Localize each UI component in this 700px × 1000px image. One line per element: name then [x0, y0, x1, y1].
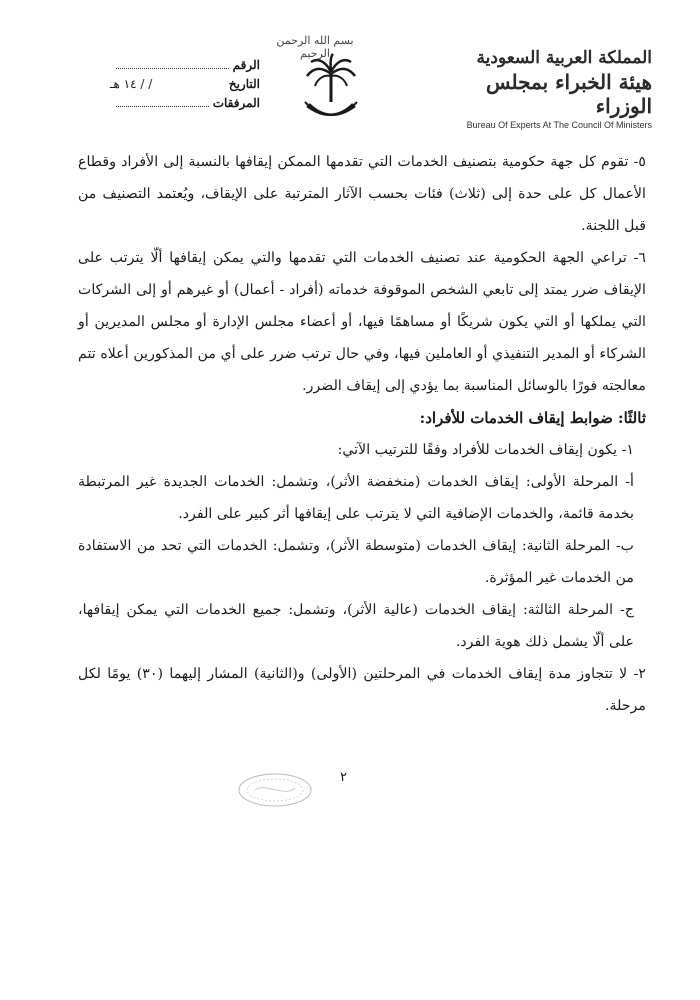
attachments-label: المرفقات — [212, 96, 260, 110]
seal-icon — [235, 770, 315, 810]
reference-fields — [110, 58, 260, 115]
date-label: التاريخ — [228, 77, 260, 91]
number-field-line — [116, 68, 229, 69]
document-body — [78, 146, 646, 722]
bureau-name: هيئة الخبراء بمجلس الوزراء — [485, 70, 652, 118]
stage-a: أ- المرحلة الأولى: إيقاف الخدمات (منخفضة الأثر)، وتشمل: الخدمات الجديدة غير المرتبطة بخدمة قائمة، والخدمات الإضافية التي لا يترتب على إيقافها أثر كبير على الفرد. — [78, 474, 634, 522]
stage-c: ج- المرحلة الثالثة: إيقاف الخدمات (عالية الأثر)، وتشمل: جميع الخدمات التي يمكن إيقافها، على ألّا يشمل ذلك هوية الفرد. — [78, 602, 634, 650]
section-3-title: ثالثًا: ضوابط إيقاف الخدمات للأفراد: — [419, 409, 646, 427]
item-5: ٥- تقوم كل جهة حكومية بتصنيف الخدمات التي تقدمها الممكن إيقافها بالنسبة إلى الأفراد وقطاع الأعمال كل على حدة إلى (ثلاث) فئات بحسب الآثار المترتبة على الإيقاف، ويُعتمد التصنيف من قبل اللجنة. — [78, 154, 646, 234]
basmala: بسم الله الرحمن الرحيم — [276, 34, 354, 60]
date-row — [110, 77, 260, 96]
saudi-emblem-icon — [303, 52, 359, 122]
kingdom-name: المملكة العربية السعودية — [476, 48, 652, 68]
attachments-field-line — [116, 106, 209, 107]
stage-b: ب- المرحلة الثانية: إيقاف الخدمات (متوسطة الأثر)، وتشمل: الخدمات التي تحد من الاستفادة من الخدمات غير المؤثرة. — [78, 538, 634, 586]
section-3-item-1: ١- يكون إيقاف الخدمات للأفراد وفقًا للترتيب الآتي: — [337, 442, 634, 458]
bureau-name-english: Bureau Of Experts At The Council Of Ministers — [466, 120, 652, 130]
item-6: ٦- تراعي الجهة الحكومية عند تصنيف الخدمات التي تقدمها والتي يمكن إيقافها ألّا يترتب على الإيقاف ضرر يمتد إلى تابعي الشخص الموقوفة خدماته (أفراد - أعمال) أو غيرهم أو إلى الشركات التي يملكها أو التي يكون شريكًا أو مساهمًا فيها، أو أعضاء مجلس الإدارة أو مجلس المديرين أو الشركاء أو المدير التنفيذي أو العاملين فيها، وفي حال ترتب ضرر على أي من المذكورين أعلاه تتم معالجته فورًا بالوسائل المناسبة بما يؤدي إلى إيقاف الضرر. — [78, 250, 646, 394]
section-3-item-2: ٢- لا تتجاوز مدة إيقاف الخدمات في المرحلتين (الأولى) و(الثانية) المشار إليهما (٣٠) يومًا لكل مرحلة. — [78, 666, 646, 714]
page-number: ٢ — [340, 770, 347, 785]
organization-block — [452, 48, 652, 130]
attachments-row — [110, 96, 260, 115]
letterhead — [0, 0, 700, 140]
number-row — [110, 58, 260, 77]
date-value: / / ١٤ هـ — [110, 77, 153, 91]
number-label: الرقم — [232, 58, 260, 72]
